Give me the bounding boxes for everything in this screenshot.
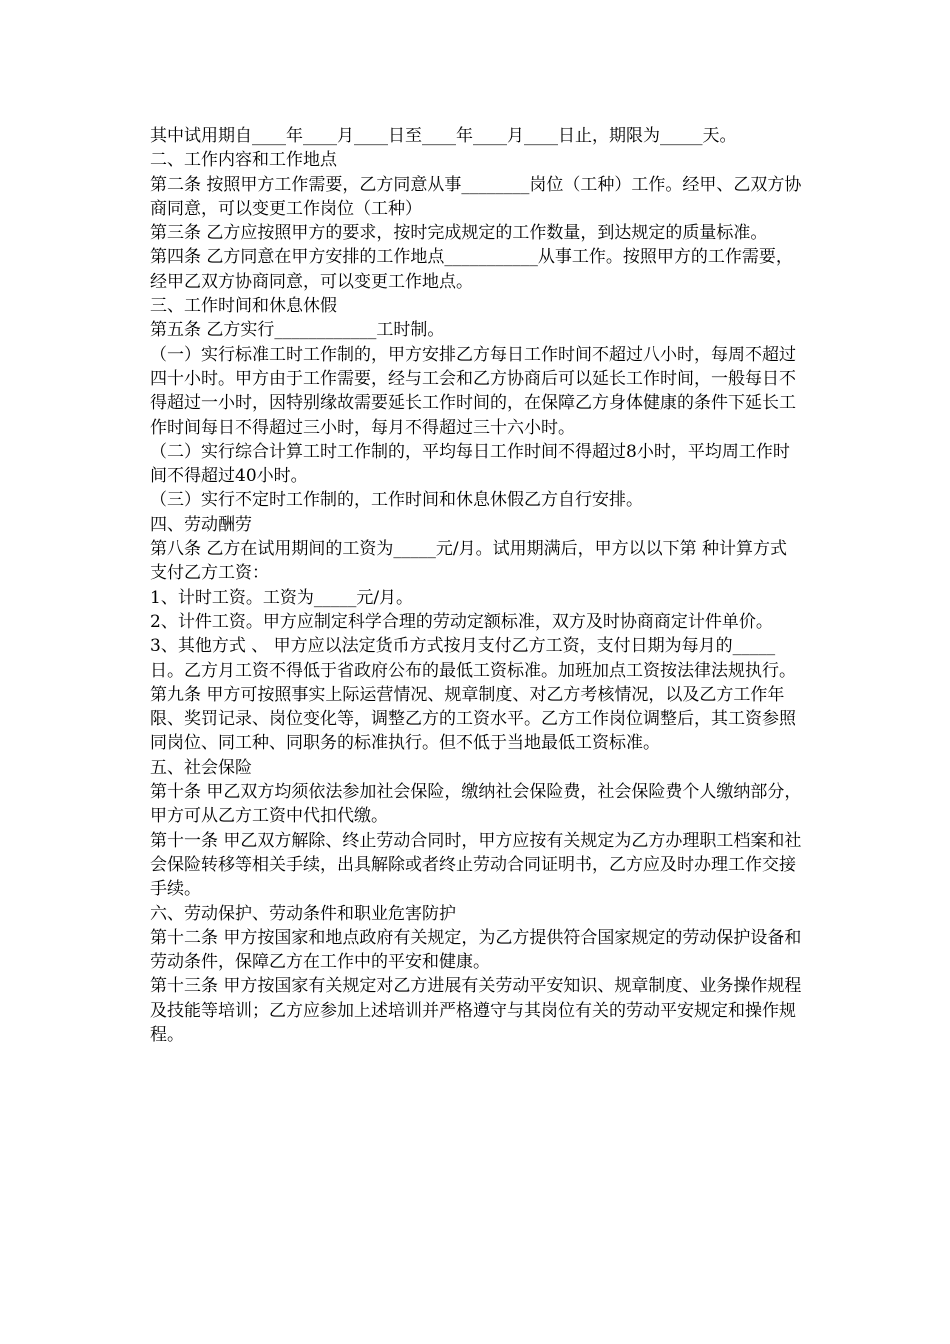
article-12-paragraph: 第十二条 甲方按国家和地点政府有关规定，为乙方提供符合国家规定的劳动保护设备和劳动条件，保障乙方在工作中的平安和健康。 [150,927,802,973]
article-3-paragraph: 第三条 乙方应按照甲方的要求，按时完成规定的工作数量，到达规定的质量标准。 [150,223,768,244]
flexible-hours-paragraph: （三）实行不定时工作制的，工作时间和休息休假乙方自行安排。 [150,490,643,511]
article-4-paragraph: 第四条 乙方同意在甲方安排的工作地点___________从事工作。按照甲方的工作需要，经甲乙双方协商同意，可以变更工作地点。 [150,247,793,292]
section-heading-social-insurance: 五、社会保险 [150,757,252,778]
standard-hours-paragraph: （一）实行标准工时工作制的，甲方安排乙方每日工作时间不超过八小时，每周不超过四十小时。甲方由于工作需要，经与工会和乙方协商后可以延长工作时间，一般每日不得超过一小时，因特别缘故需要延长工作时间的，在保障乙方身体健康的条件下延长工作时间每日不得超过三小时，每月不得超过三十六小时。 [150,344,796,438]
article-9-paragraph: 第九条 甲方可按照事实上际运营情况、规章制度、对乙方考核情况，以及乙方工作年限、奖罚记录、岗位变化等，调整乙方的工资水平。乙方工作岗位调整后，其工资参照同岗位、同工种、同职务的标准执行。但不低于当地最低工资标准。 [150,684,796,754]
section-heading-labor-protection: 六、劳动保护、劳动条件和职业危害防护 [150,903,456,924]
article-5-paragraph: 第五条 乙方实行____________工时制。 [150,320,445,341]
article-8-paragraph: 第八条 乙方在试用期间的工资为_____元/月。试用期满后，甲方以以下第 种计算方式支付乙方工资： [150,539,788,584]
section-heading-work-hours: 三、工作时间和休息休假 [150,296,337,317]
other-wage-paragraph: 3、其他方式 、 甲方应以法定货币方式按月支付乙方工资，支付日期为每月的_____日。乙方月工资不得低于省政府公布的最低工资标准。加班加点工资按法律法规执行。 [150,636,796,681]
comprehensive-hours-paragraph: （二）实行综合计算工时工作制的，平均每日工作时间不得超过8小时，平均周工作时间不得超过40小时。 [150,441,790,487]
section-heading-remuneration: 四、劳动酬劳 [150,514,252,535]
article-11-paragraph: 第十一条 甲乙双方解除、终止劳动合同时，甲方应按有关规定为乙方办理职工档案和社会保险转移等相关手续，出具解除或者终止劳动合同证明书，乙方应及时办理工作交接手续。 [150,830,802,900]
trial-period-paragraph: 其中试用期自____年____月____日至____年____月____日止，期限为_____天。 [150,126,737,146]
hourly-wage-paragraph: 1、计时工资。工资为_____元/月。 [150,587,414,608]
piece-wage-paragraph: 2、计件工资。甲方应制定科学合理的劳动定额标准，双方及时协商商定计件单价。 [150,611,773,632]
article-13-paragraph: 第十三条 甲方按国家有关规定对乙方进展有关劳动平安知识、规章制度、业务操作规程及技能等培训；乙方应参加上述培训并严格遵守与其岗位有关的劳动平安规定和操作规程。 [150,976,802,1045]
article-10-paragraph: 第十条 甲乙双方均须依法参加社会保险，缴纳社会保险费，社会保险费个人缴纳部分，甲方可从乙方工资中代扣代缴。 [150,782,802,827]
section-heading-work-content: 二、工作内容和工作地点 [150,150,337,171]
document-body [150,124,802,1047]
article-2-paragraph: 第二条 按照甲方工作需要，乙方同意从事________岗位（工种）工作。经甲、乙双方协商同意，可以变更工作岗位（工种） [150,174,802,219]
